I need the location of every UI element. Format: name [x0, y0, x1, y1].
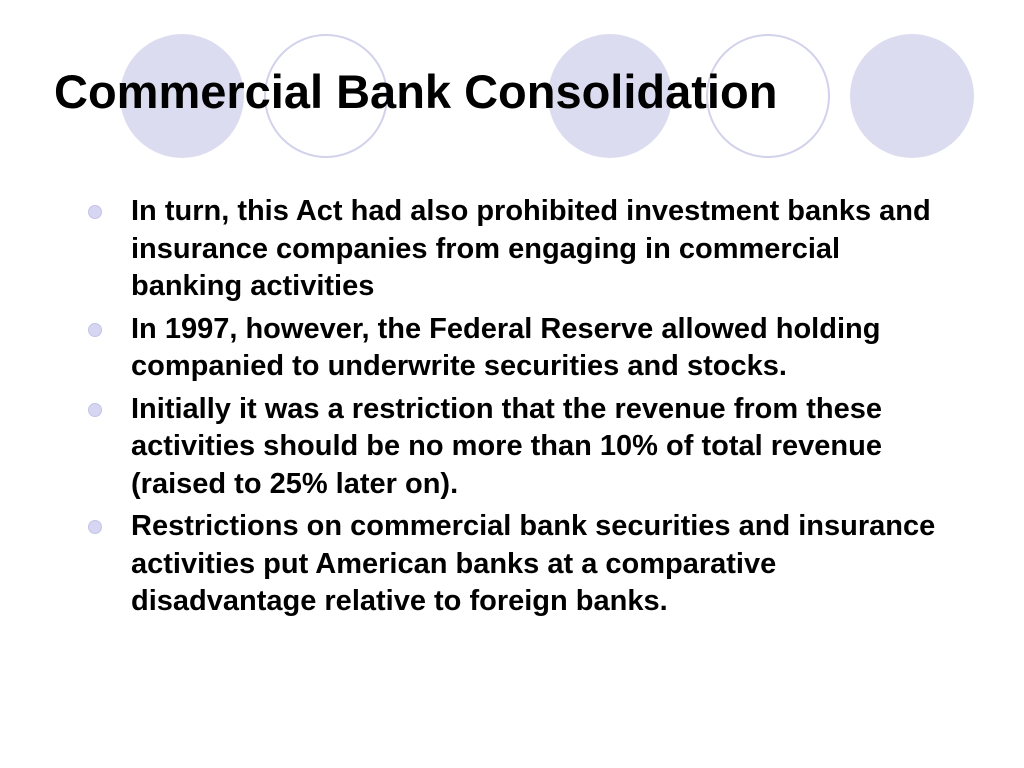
bullet-icon — [88, 520, 102, 534]
bullet-text: Initially it was a restriction that the revenue from these activities should be no more than 10% of total revenue (raised to 25% later on). — [131, 392, 882, 500]
bullet-icon — [88, 323, 102, 337]
bullet-text: Restrictions on commercial bank securities and insurance activities put American banks at a comparative disadvantage relative to foreign banks. — [131, 510, 936, 617]
bullet-text: In turn, this Act had also prohibited investment banks and insurance companies from engaging in commercial banking activities — [131, 195, 931, 302]
bullet-item — [88, 193, 938, 306]
decorative-circle-filled — [850, 34, 974, 158]
bullet-icon — [88, 205, 102, 219]
slide-title: Commercial Bank Consolidation — [54, 65, 778, 118]
bullet-item — [88, 508, 938, 621]
bullet-list — [88, 193, 938, 626]
bullet-text: In 1997, however, the Federal Reserve allowed holding companied to underwrite securities and stocks. — [131, 312, 881, 382]
bullet-item — [88, 311, 938, 386]
bullet-icon — [88, 403, 102, 417]
bullet-item — [88, 391, 938, 504]
